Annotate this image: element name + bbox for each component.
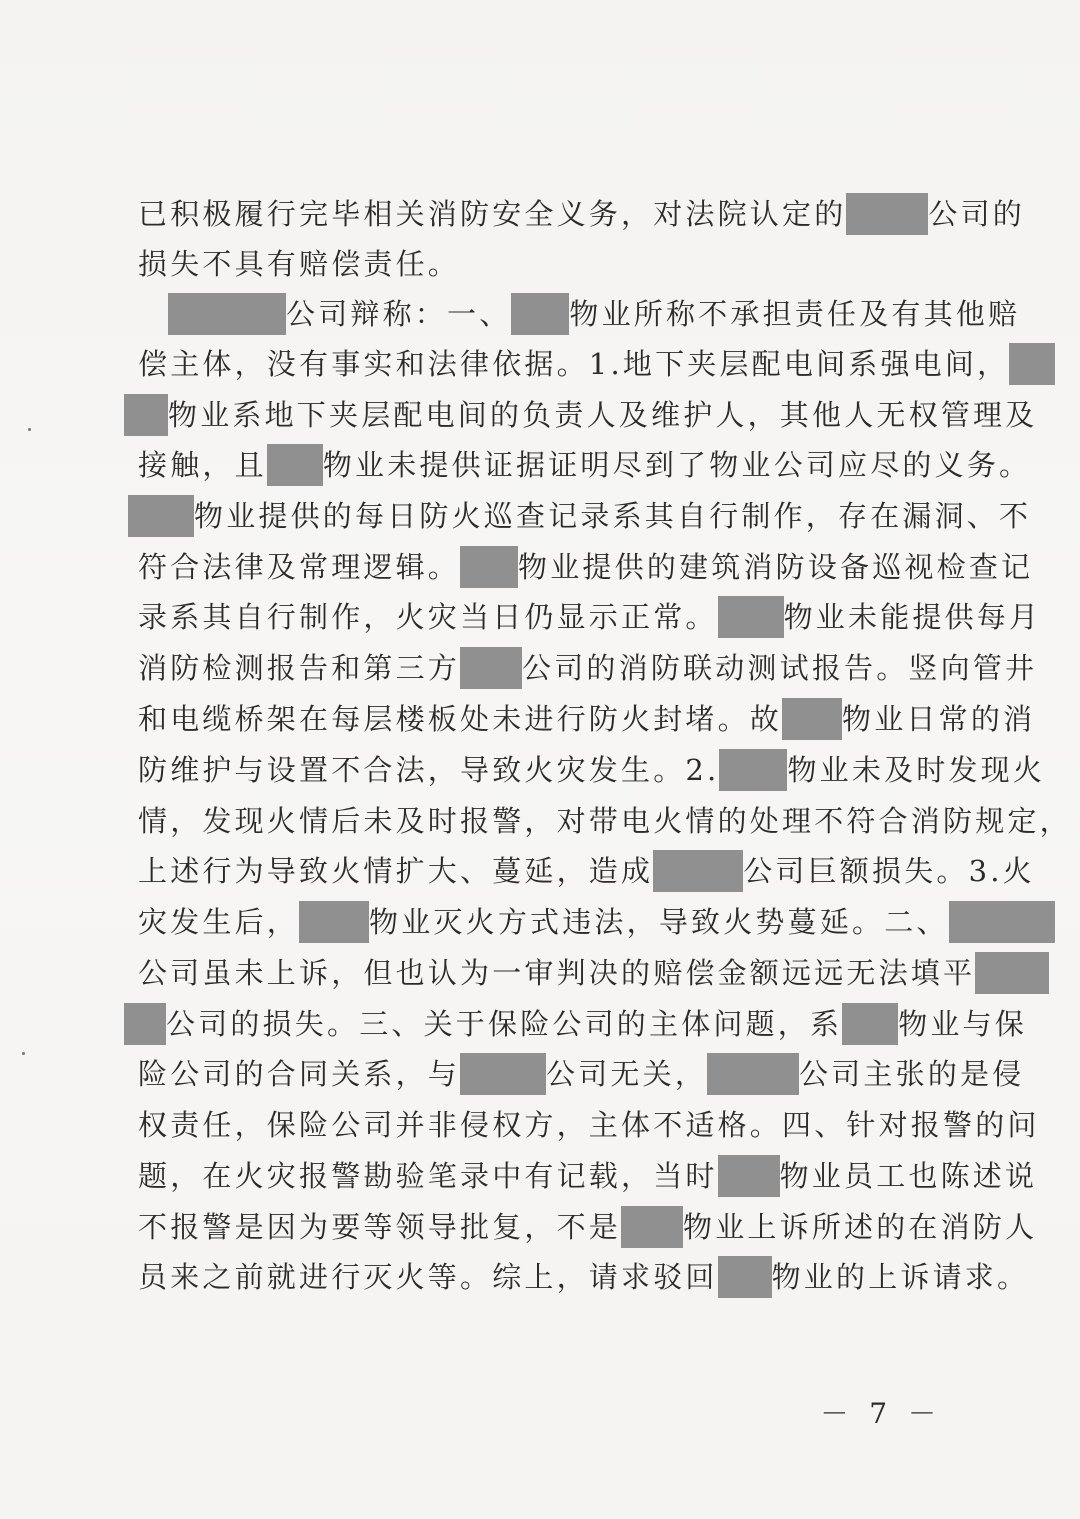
- redaction-box: [1009, 343, 1055, 385]
- scan-speck: [28, 428, 31, 431]
- redaction-box: [124, 394, 168, 436]
- text-line: 物业系地下夹层配电间的负责人及维护人，其他人无权管理及: [124, 393, 948, 437]
- text-line: 险公司的合同关系，与 公司无关， 公司主张的是侵: [138, 1052, 948, 1096]
- text-line: 灾发生后， 物业灭火方式违法，导致火势蔓延。二、: [138, 900, 968, 944]
- text-line: 公司虽未上诉，但也认为一审判决的赔偿金额远远无法填平: [138, 951, 968, 995]
- text-line: 符合法律及常理逻辑。 物业提供的建筑消防设备巡视检查记: [138, 545, 948, 589]
- redaction-box: [842, 1003, 898, 1045]
- redaction-box: [975, 952, 1049, 994]
- text-line: 公司辩称：一、 物业所称不承担责任及有其他赔: [168, 292, 948, 336]
- text-line: 物业提供的每日防火巡查记录系其自行制作，存在漏洞、不: [128, 494, 948, 538]
- redaction-box: [460, 647, 522, 689]
- text-line: 已积极履行完毕相关消防安全义务，对法院认定的 公司的: [138, 192, 948, 236]
- redaction-box: [718, 596, 784, 638]
- text-line: 损失不具有赔偿责任。: [138, 247, 461, 281]
- redaction-box: [949, 901, 1055, 943]
- text-line: 权责任，保险公司并非侵权方，主体不适格。四、针对报警的问: [138, 1108, 1040, 1142]
- redaction-box: [267, 444, 323, 486]
- redaction-box: [128, 495, 194, 537]
- redaction-box: [707, 1053, 799, 1095]
- redaction-box: [719, 749, 787, 791]
- redaction-box: [718, 1155, 780, 1197]
- text-line: 题，在火灾报警勘验笔录中有记载，当时 物业员工也陈述说: [138, 1154, 948, 1198]
- redaction-box: [299, 901, 369, 943]
- text-line: 接触，且 物业未提供证据证明尽到了物业公司应尽的义务。: [138, 443, 948, 487]
- text-line: 上述行为导致火情扩大、蔓延，造成 公司巨额损失。3.火: [138, 849, 948, 893]
- text-line: 情，发现火情后未及时报警，对带电火情的处理不符合消防规定，: [138, 804, 1072, 838]
- redaction-box: [460, 546, 518, 588]
- text-line: 录系其自行制作，火灾当日仍显示正常。 物业未能提供每月: [138, 595, 948, 639]
- redaction-box: [621, 1206, 683, 1248]
- text-line: 和电缆桥架在每层楼板处未进行防火封堵。故 物业日常的消: [138, 697, 948, 741]
- text-line: 员来之前就进行灭火等。综上，请求驳回 物业的上诉请求。: [138, 1255, 948, 1299]
- redaction-box: [782, 698, 842, 740]
- page-number: － 7 －: [820, 1397, 942, 1430]
- redaction-box: [653, 850, 743, 892]
- scan-speck: [22, 1052, 25, 1055]
- text-line: 消防检测报告和第三方 公司的消防联动测试报告。竖向管井: [138, 646, 948, 690]
- redaction-box: [846, 193, 928, 235]
- redaction-box: [168, 293, 286, 335]
- redaction-box: [460, 1053, 546, 1095]
- text-line: 公司的损失。三、关于保险公司的主体问题，系 物业与保: [124, 1002, 948, 1046]
- text-line: 偿主体，没有事实和法律依据。1.地下夹层配电间系强电间，: [138, 342, 958, 386]
- redaction-box: [718, 1256, 772, 1298]
- text-line: 防维护与设置不合法，导致火灾发生。2. 物业未及时发现火: [138, 748, 948, 792]
- redaction-box: [511, 293, 569, 335]
- redaction-box: [124, 1003, 166, 1045]
- text-line: 不报警是因为要等领导批复，不是 物业上诉所述的在消防人: [138, 1205, 948, 1249]
